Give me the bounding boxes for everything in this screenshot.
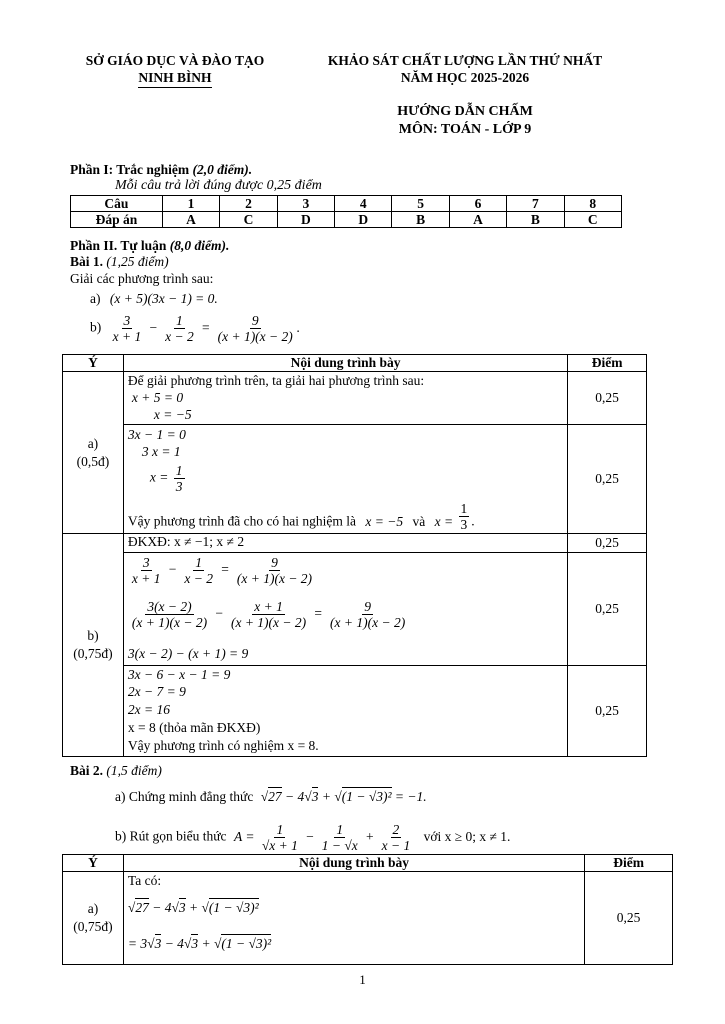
part2-points: (8,0 điểm). (169, 238, 230, 253)
table-row (63, 372, 647, 425)
bai1-solution-table (62, 354, 647, 757)
bai2-solution-table (62, 854, 673, 965)
part2-title: Phần II. Tự luận (70, 238, 170, 253)
a-conclusion-text: Vậy phương trình đã cho có hai nghiệm là (127, 513, 357, 529)
part-a-label: a) (87, 435, 99, 451)
header-left (60, 52, 290, 88)
question-cell: 8 (564, 196, 621, 212)
bai2-b-statement (115, 822, 510, 853)
col-header-y: Ý (63, 855, 124, 872)
content-cell (123, 534, 567, 553)
b-step-7: x = 8 (thỏa mãn ĐKXĐ) (127, 720, 261, 735)
bai2-title: Bài 2. (70, 763, 107, 778)
part-b-points: (0,75đ) (73, 646, 113, 661)
table-row (63, 553, 647, 666)
score-cell: 0,25 (568, 425, 647, 534)
question-cell: 4 (335, 196, 392, 212)
department-name: SỞ GIÁO DỤC VÀ ĐÀO TẠO (85, 53, 265, 68)
answer-cell: C (220, 212, 277, 228)
bai2-a-text: a) Chứng minh đẳng thức (115, 789, 254, 804)
bai2-b-text: b) Rút gọn biểu thức (115, 828, 227, 844)
school-year: NĂM HỌC 2025-2026 (400, 70, 530, 85)
bai1-b-label: b) (90, 319, 102, 335)
answer-cell: B (507, 212, 564, 228)
a-step-5: x = $\frac{1}{3}$ (149, 463, 183, 494)
a-step-4: 3 x = 1 (141, 444, 181, 459)
exam-title: KHẢO SÁT CHẤT LƯỢNG LẦN THỨ NHẤT (327, 53, 603, 68)
a-step-3: 3x − 1 = 0 (127, 427, 186, 442)
content-cell (123, 425, 567, 534)
table-header-row (63, 855, 673, 872)
part1-title: Phần I: Trắc nghiệm (70, 162, 193, 177)
part2-heading (70, 238, 229, 254)
answer-cell: A (162, 212, 219, 228)
bai1-prompt: Giải các phương trình sau: (70, 271, 214, 286)
b-conclusion: Vậy phương trình có nghiệm x = 8. (127, 738, 319, 753)
part-b-label: b) (87, 628, 99, 643)
bai2-a-identity: √27 − 4√3 + √(1 − √3)² = −1. (260, 789, 427, 804)
answer-cell: D (277, 212, 334, 228)
province-name: NINH BÌNH (138, 69, 211, 88)
col-header-y: Ý (63, 355, 124, 372)
answer-cell: C (564, 212, 621, 228)
bai2-a-step-1: √27 − 4√3 + √(1 − √3)² (127, 900, 259, 915)
b-step-5: 2x − 7 = 9 (127, 684, 186, 699)
a-and: và (412, 513, 426, 529)
a-intro-text: Để giải phương trình trên, ta giải hai phương trình sau: (127, 373, 425, 388)
bai1-a-equation: (x + 5)(3x − 1) = 0. (109, 291, 218, 306)
answer-cell: A (449, 212, 506, 228)
answer-key-row-answers (71, 212, 622, 228)
col-header-score: Điểm (568, 355, 647, 372)
part-b-cell (63, 534, 124, 757)
bai2-points: (1,5 điểm) (106, 763, 162, 778)
bai2-heading (70, 763, 162, 779)
table-row (63, 425, 647, 534)
bai2-b-condition: với x ≥ 0; x ≠ 1. (423, 828, 511, 844)
bai1-b-statement (90, 313, 300, 344)
content-cell (123, 553, 567, 666)
part-a-label: a) (87, 901, 99, 916)
page-number: 1 (359, 972, 366, 987)
table-row (63, 666, 647, 757)
guide-title: HƯỚNG DẪN CHẤM (397, 104, 533, 119)
question-cell: 3 (277, 196, 334, 212)
question-cell: 6 (449, 196, 506, 212)
part-a-cell (63, 872, 124, 965)
bai1-a-statement (90, 291, 218, 307)
part-a-points: (0,5đ) (76, 453, 110, 469)
bai1-a-label: a) (90, 291, 101, 306)
header-right (305, 52, 625, 86)
table-row (63, 872, 673, 965)
part1-heading (70, 162, 252, 178)
content-cell (123, 666, 567, 757)
bai2-a-intro: Ta có: (127, 873, 162, 888)
bai1-points: (1,25 điểm) (106, 254, 169, 269)
score-cell: 0,25 (568, 372, 647, 425)
bai2-a-step-2: = 3√3 − 4√3 + √(1 − √3)² (127, 936, 272, 951)
table-header-row (63, 355, 647, 372)
part-a-cell (63, 372, 124, 534)
b-step-3: 3(x − 2) − (x + 1) = 9 (127, 646, 249, 661)
score-cell: 0,25 (568, 534, 647, 553)
col-header-content: Nội dung trình bày (123, 355, 567, 372)
content-cell (123, 872, 584, 965)
answer-cell: D (335, 212, 392, 228)
part1-points: (2,0 điểm). (192, 162, 253, 177)
a-solution-1: x = −5 (365, 513, 404, 529)
score-cell: 0,25 (568, 666, 647, 757)
b-step-4: 3x − 6 − x − 1 = 9 (127, 667, 231, 682)
part-a-points: (0,75đ) (73, 919, 113, 934)
bai1-heading (70, 254, 169, 270)
a-step-5-lhs: x = (149, 469, 169, 485)
a-conclusion: Vậy phương trình đã cho có hai nghiệm là x = −5 và x = $\frac{1}{3}$ . (127, 501, 475, 532)
b-dkxd: ĐKXĐ: x ≠ −1; x ≠ 2 (127, 534, 245, 549)
part1-note: Mỗi câu trả lời đúng được 0,25 điểm (115, 178, 322, 193)
a-step-1: x + 5 = 0 (131, 390, 184, 405)
score-cell: 0,25 (568, 553, 647, 666)
bai2-b-expression: A = $\frac{1}{√x + 1}$ − $\frac{1}{1 - √x}$ + $\frac{2}{x - 1}$ (233, 822, 411, 853)
b-step-6: 2x = 16 (127, 702, 170, 717)
bai1-b-equation: $\frac{3}{x + 1}$ − $\frac{1}{x - 2}$ = $\frac{9}{(x + 1)(x - 2)}$ . (112, 313, 301, 344)
subject-title: MÔN: TOÁN - LỚP 9 (398, 122, 532, 137)
question-cell: 5 (392, 196, 449, 212)
content-cell (123, 372, 567, 425)
answer-key-table (70, 195, 622, 228)
col-header-content: Nội dung trình bày (123, 855, 584, 872)
answer-key-row-questions (71, 196, 622, 212)
question-cell: 1 (162, 196, 219, 212)
bai2-a-statement (115, 789, 427, 805)
question-cell: 2 (220, 196, 277, 212)
col-header-score: Điểm (585, 855, 673, 872)
score-cell: 0,25 (585, 872, 673, 965)
a-solution-2: x = (434, 513, 454, 529)
row-label-question: Câu (71, 196, 163, 212)
bai1-title: Bài 1. (70, 254, 107, 269)
row-label-answer: Đáp án (71, 212, 163, 228)
a-step-2: x = −5 (153, 407, 192, 422)
b-step-2: $\frac{3(x - 2)}{(x + 1)(x - 2)}$ − $\frac{x + 1}{(x + 1)(x - 2)}$ = $\frac{9}{(x + 1)(x - 2)}$ (131, 599, 406, 630)
b-step-1: $\frac{3}{x + 1}$ − $\frac{1}{x - 2}$ = $\frac{9}{(x + 1)(x - 2)}$ (131, 555, 313, 586)
header-right-sub (305, 103, 625, 139)
table-row (63, 534, 647, 553)
question-cell: 7 (507, 196, 564, 212)
answer-cell: B (392, 212, 449, 228)
